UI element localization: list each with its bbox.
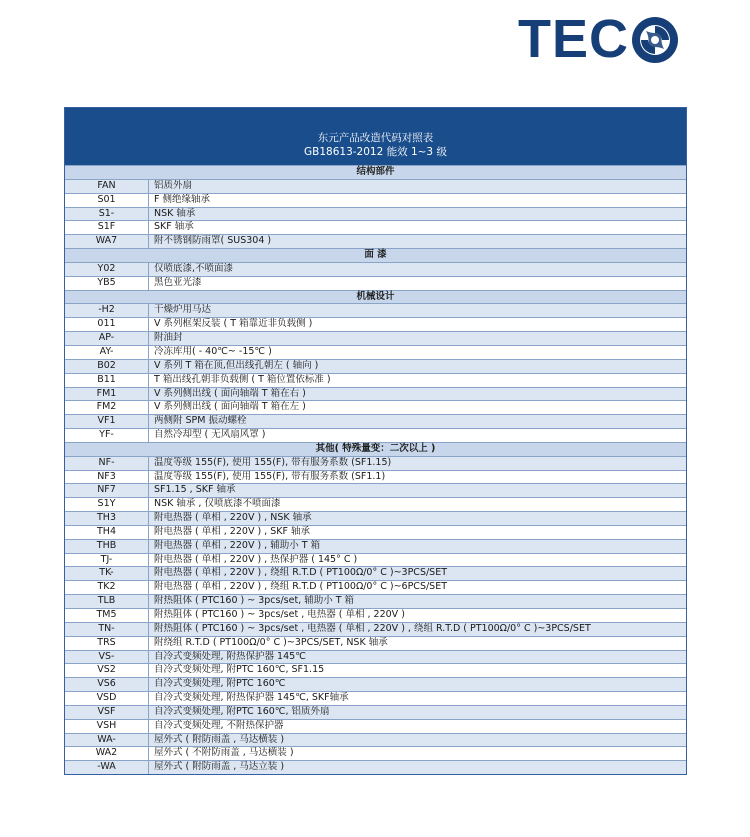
row-description: NSK 轴承 <box>154 207 196 219</box>
row-code: -H2 <box>65 304 149 317</box>
row-code: VSF <box>65 706 149 719</box>
row-code: Y02 <box>65 263 149 276</box>
row-code: TRS <box>65 637 149 650</box>
table-row <box>65 497 686 511</box>
row-description: V 系列 T 箱在顶,但出线孔朝左 ( 轴向 ) <box>154 359 319 371</box>
row-description: 屋外式 ( 附防雨盖 , 马达横装 ) <box>154 733 285 745</box>
table-row <box>65 733 686 747</box>
table-row <box>65 760 686 774</box>
row-description: SF1.15 , SKF 轴承 <box>154 484 236 496</box>
row-code: VF1 <box>65 415 149 428</box>
table-row <box>65 705 686 719</box>
row-description: 两侧附 SPM 振动螺栓 <box>154 415 247 427</box>
row-code: TN- <box>65 623 149 636</box>
row-code: YF- <box>65 429 149 442</box>
row-code: WA2 <box>65 747 149 760</box>
table-row <box>65 553 686 567</box>
section-header: 其他( 特殊量变：二次以上 ) <box>65 442 686 456</box>
table-row <box>65 359 686 373</box>
row-code: TK- <box>65 567 149 580</box>
table-row <box>65 691 686 705</box>
row-description: 附不锈钢防雨罩( SUS304 ) <box>154 235 272 247</box>
table-row <box>65 608 686 622</box>
row-code: FM1 <box>65 388 149 401</box>
section-header: 机械设计 <box>65 290 686 304</box>
row-code: AY- <box>65 346 149 359</box>
table-row <box>65 262 686 276</box>
row-code: NF7 <box>65 484 149 497</box>
row-code: TK2 <box>65 581 149 594</box>
row-description: 附电热器 ( 单相 , 220V ) , 绕组 R.T.D ( PT100Ω/0° C )~3PCS/SET <box>154 567 448 579</box>
row-description: 附电热器 ( 单相 , 220V ) , SKF 轴承 <box>154 525 310 537</box>
row-description: 自冷式变频处理, 不附热保护器 <box>154 719 284 731</box>
row-code: VSH <box>65 720 149 733</box>
table-row <box>65 179 686 193</box>
row-description: 附电热器 ( 单相 , 220V ) , 绕组 R.T.D ( PT100Ω/0° C )~6PCS/SET <box>154 581 448 593</box>
row-description: 附热阻体 ( PTC160 ) ~ 3pcs/set , 电热器 ( 单相 , 220V ) , 绕组 R.T.D ( PT100Ω/0° C )~3PCS/SET <box>154 622 591 634</box>
table-title: 东元产品改造代码对照表 <box>317 132 434 144</box>
row-code: THB <box>65 540 149 553</box>
table-row <box>65 650 686 664</box>
table-row <box>65 566 686 580</box>
row-code: TH4 <box>65 526 149 539</box>
table-row <box>65 594 686 608</box>
row-description: 自冷式变频处理, 附PTC 160℃ <box>154 678 286 690</box>
row-code: FAN <box>65 180 149 193</box>
row-code: VS6 <box>65 678 149 691</box>
row-description: 屋外式 ( 附防雨盖 , 马达立装 ) <box>154 761 285 773</box>
row-description: SKF 轴承 <box>154 221 194 233</box>
row-description: 屋外式 ( 不附防雨盖 , 马达横装 ) <box>154 747 294 759</box>
row-code: TM5 <box>65 609 149 622</box>
row-code: TJ- <box>65 554 149 567</box>
table-row <box>65 400 686 414</box>
row-description: 附油封 <box>154 332 183 344</box>
row-description: 自然冷却型 ( 无风扇风罩 ) <box>154 429 266 441</box>
row-description: 附电热器 ( 单相 , 220V ) , 辅助小 T 箱 <box>154 539 321 551</box>
row-code: B11 <box>65 374 149 387</box>
table-row <box>65 428 686 442</box>
row-description: 自冷式变频处理, 附PTC 160℃, SF1.15 <box>154 664 325 676</box>
row-description: NSK 轴承 , 仅喷底漆不喷面漆 <box>154 498 281 510</box>
row-description: V 系列侧出线 ( 面向轴端 T 箱在右 ) <box>154 387 306 399</box>
code-reference-table <box>64 107 687 775</box>
row-description: 附电热器 ( 单相 , 220V ) , NSK 轴承 <box>154 512 312 524</box>
row-description: 铝质外扇 <box>154 179 193 191</box>
row-description: 自冷式变频处理, 附热保护器 145℃, SKF轴承 <box>154 692 349 704</box>
section-header: 结构部件 <box>65 165 686 179</box>
row-description: F 侧绝缘轴承 <box>154 193 210 205</box>
table-row <box>65 539 686 553</box>
row-description: 附热阻体 ( PTC160 ) ~ 3pcs/set , 电热器 ( 单相 , 220V ) <box>154 609 405 620</box>
row-code: FM2 <box>65 401 149 414</box>
row-description: 附绕组 R.T.D ( PT100Ω/0° C )~3PCS/SET, NSK 轴承 <box>154 636 388 648</box>
table-row <box>65 663 686 677</box>
table-row <box>65 636 686 650</box>
table-row <box>65 622 686 636</box>
row-description: 温度等级 155(F), 使用 155(F), 带有服务系数 (SF1.1) <box>154 470 386 482</box>
table-row <box>65 345 686 359</box>
row-description: 仅喷底漆,不喷面漆 <box>154 262 234 274</box>
table-header <box>65 108 686 165</box>
row-code: WA7 <box>65 235 149 248</box>
row-description: 附热阻体 ( PTC160 ) ~ 3pcs/set, 辅助小 T 箱 <box>154 595 355 607</box>
table-body <box>65 165 686 774</box>
row-code: AP- <box>65 332 149 345</box>
table-row <box>65 193 686 207</box>
row-code: -WA <box>65 761 149 774</box>
row-code: VSD <box>65 692 149 705</box>
row-code: YB5 <box>65 277 149 290</box>
table-row <box>65 373 686 387</box>
row-code: VS- <box>65 651 149 664</box>
table-row <box>65 276 686 290</box>
row-description: 自冷式变频处理, 附PTC 160℃, 铝质外扇 <box>154 705 330 717</box>
table-row <box>65 511 686 525</box>
table-row <box>65 414 686 428</box>
table-row <box>65 387 686 401</box>
row-description: T 箱出线孔朝非负载侧 ( T 箱位置依标准 ) <box>154 373 331 385</box>
row-code: B02 <box>65 360 149 373</box>
row-code: NF- <box>65 457 149 470</box>
row-code: S1Y <box>65 498 149 511</box>
row-description: 黑色亚光漆 <box>154 276 202 288</box>
table-row <box>65 580 686 594</box>
row-description: 自冷式变频处理, 附热保护器 145℃ <box>154 650 306 662</box>
row-description: 温度等级 155(F), 使用 155(F), 带有服务系数 (SF1.15) <box>154 456 392 468</box>
table-row <box>65 303 686 317</box>
row-code: VS2 <box>65 664 149 677</box>
row-code: S01 <box>65 194 149 207</box>
row-description: V 系列侧出线 ( 面向轴端 T 箱在左 ) <box>154 401 306 413</box>
table-row <box>65 677 686 691</box>
table-row <box>65 470 686 484</box>
table-subtitle: GB18613-2012 能效 1~3 级 <box>304 146 447 158</box>
row-description: 干燥炉用马达 <box>154 304 212 316</box>
table-row <box>65 207 686 221</box>
row-description: 附电热器 ( 单相 , 220V ) , 热保护器 ( 145° C ) <box>154 553 358 565</box>
table-row <box>65 317 686 331</box>
row-code: TH3 <box>65 512 149 525</box>
table-row <box>65 719 686 733</box>
row-code: NF3 <box>65 471 149 484</box>
logo-swirl-icon <box>632 17 678 63</box>
row-code: WA- <box>65 734 149 747</box>
row-description: 冷冻库用( - 40℃~ -15℃ ) <box>154 345 272 357</box>
table-row <box>65 456 686 470</box>
row-code: TLB <box>65 595 149 608</box>
row-code: S1- <box>65 208 149 221</box>
section-header: 面 漆 <box>65 248 686 262</box>
logo-text: TEC <box>518 9 629 69</box>
row-code: 011 <box>65 318 149 331</box>
table-row <box>65 746 686 760</box>
row-description: V 系列框架反装 ( T 箱靠近非负载侧 ) <box>154 318 313 330</box>
teco-logo <box>518 9 678 69</box>
table-row <box>65 331 686 345</box>
table-row <box>65 525 686 539</box>
table-row <box>65 234 686 248</box>
table-row <box>65 220 686 234</box>
table-row <box>65 483 686 497</box>
row-code: S1F <box>65 221 149 234</box>
